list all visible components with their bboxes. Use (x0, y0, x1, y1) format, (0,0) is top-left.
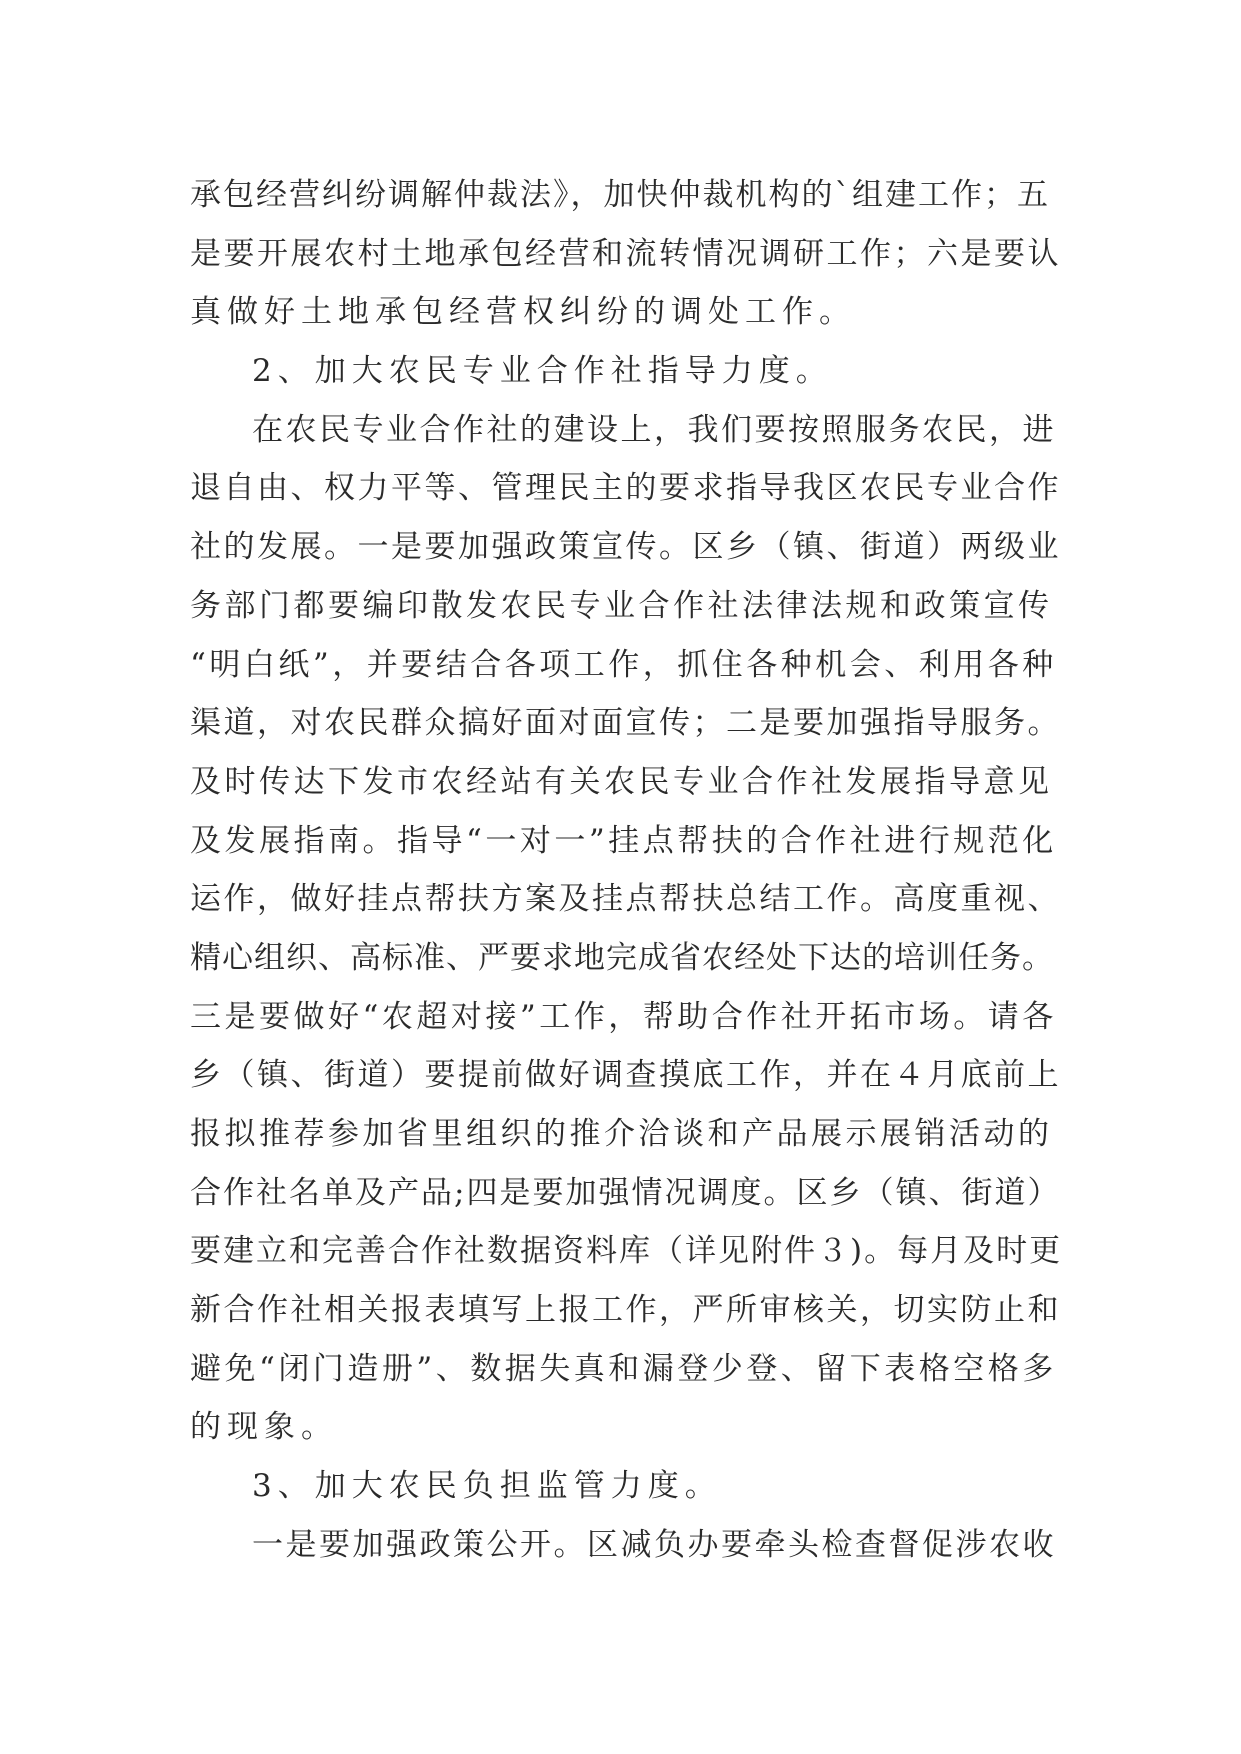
paragraph-start-line: 一是要加强政策公开。区减负办要牵头检查督促涉农收 (252, 1526, 1056, 1563)
text-line-8: 务部门都要编印散发农民专业合作社法律法规和政策宣传 (190, 587, 1053, 624)
text-line-18: 合作社名单及产品;四是要加强情况调度。区乡（镇、街道） (190, 1174, 1061, 1211)
text-line-6: 退自由、权力平等、管理民主的要求指导我区农民专业合作 (190, 470, 1061, 507)
text-line-22: 的现象。 (190, 1409, 338, 1446)
text-line-12: 及发展指南。指导“一对一”挂点帮扶的合作社进行规范化 (190, 822, 1057, 859)
text-line-14: 精心组织、高标准、严要求地完成省农经处下达的培训任务。 (190, 939, 1054, 976)
paragraph-start-line: 在农民专业合作社的建设上，我们要按照服务农民，进 (252, 411, 1056, 448)
text-line-7: 社的发展。一是要加强政策宣传。区乡（镇、街道）两级业 (190, 529, 1061, 566)
text-line-21: 避免“闭门造册”、数据失真和漏登少登、留下表格空格多 (190, 1350, 1057, 1387)
text-line-20: 新合作社相关报表填写上报工作，严所审核关，切实防止和 (190, 1292, 1061, 1329)
text-line-15: 三是要做好“农超对接”工作，帮助合作社开拓市场。请各 (190, 998, 1057, 1035)
section-heading-2: 2、加大农民专业合作社指导力度。 (252, 353, 833, 390)
text-line-17: 报拟推荐参加省里组织的推介洽谈和产品展示展销活动的 (190, 1116, 1053, 1152)
text-line-10: 渠道，对农民群众搞好面对面宣传；二是要加强指导服务。 (190, 705, 1061, 742)
text-line-11: 及时传达下发市农经站有关农民专业合作社发展指导意见 (190, 763, 1053, 800)
text-line-9: “明白纸”，并要结合各项工作，抓住各种机会、利用各种 (190, 646, 1057, 683)
text-line-13: 运作，做好挂点帮扶方案及挂点帮扶总结工作。高度重视、 (190, 881, 1061, 918)
text-line-16: 乡（镇、街道）要提前做好调查摸底工作，并在４月底前上 (190, 1057, 1061, 1094)
text-line-2: 是要开展农村土地承包经营和流转情况调研工作；六是要认 (190, 235, 1061, 272)
text-line-3: 真做好土地承包经营权纠纷的调处工作。 (190, 294, 856, 331)
text-line-19: 要建立和完善合作社数据资料库（详见附件３)。每月及时更 (190, 1233, 1063, 1270)
document-body (190, 166, 1062, 1575)
text-line-1: 承包经营纠纷调解仲裁法》，加快仲裁机构的`组建工作；五 (190, 177, 1050, 213)
section-heading-3: 3、加大农民负担监管力度。 (252, 1468, 722, 1505)
